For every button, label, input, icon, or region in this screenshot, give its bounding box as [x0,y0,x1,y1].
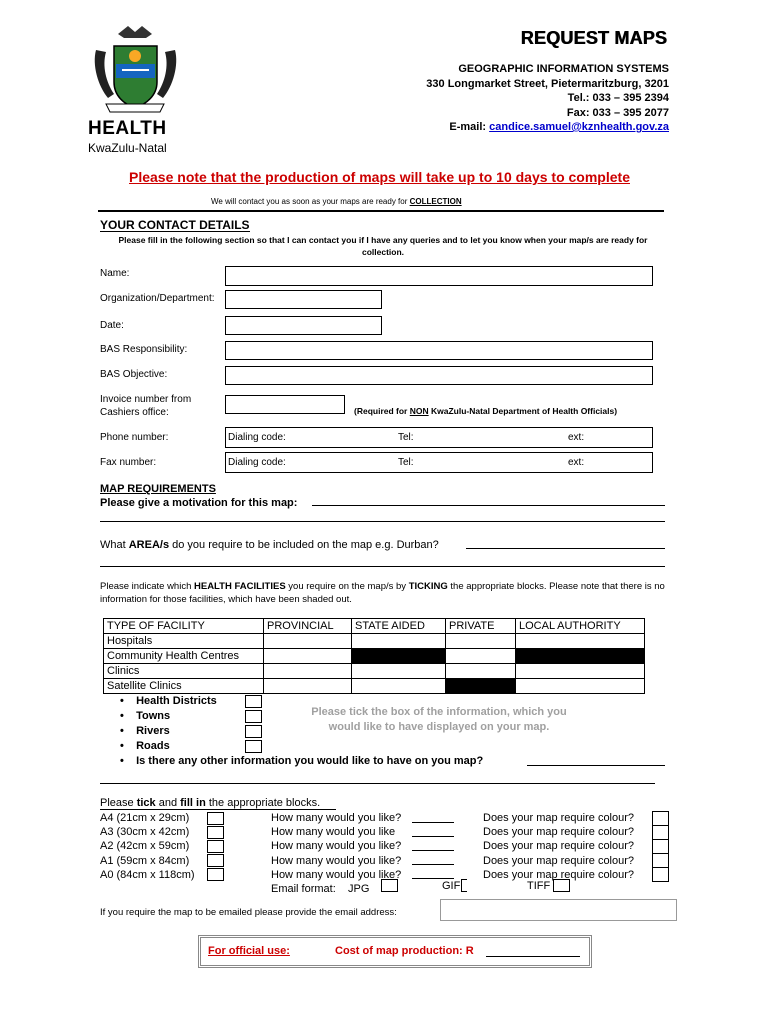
divider [98,210,664,212]
logo-health-word: HEALTH [88,118,167,139]
fax-ext-label: ext: [568,457,585,468]
size-item: A2 (42cm x 59cm) [100,840,190,853]
checkbox-rivers[interactable] [245,725,262,738]
quantity-label: How many would you like? [271,854,402,867]
phone-tel-label: Tel: [398,432,414,443]
list-item: • Health Districts [120,695,217,707]
email-format-row: Email format: JPG [271,883,370,896]
checkbox-a2[interactable] [207,840,224,853]
org-field[interactable] [225,290,382,309]
row-label: Clinics [104,664,264,679]
table-row [104,649,645,664]
size-list [100,811,195,882]
phone-dialing-label: Dialing code: [228,432,286,443]
tick-cell[interactable] [446,649,516,664]
fax-tel-label: Tel: [398,457,414,468]
checkbox-gif[interactable] [461,879,467,892]
colour-label: Does your map require colour? [483,812,635,824]
contact-heading: YOUR CONTACT DETAILS [100,218,250,232]
motivation-line-2[interactable] [100,521,665,522]
colour-label: Does your map require colour? [483,826,635,839]
contact-heading-rule [100,231,250,232]
colour-label: Does your map require colour? [483,854,635,867]
quantity-line-a2[interactable] [412,850,454,851]
table-header-row [104,619,645,634]
fax-field[interactable] [225,452,653,473]
quantity-label: How many would you like? [271,812,402,824]
shaded-cell [446,679,516,694]
facilities-instructions: Please indicate which HEALTH FACILITIES you require on the map/s by TICKING the appropriate blocks. Please note that there is no information for those facilities, which have been shaded out. [100,581,665,605]
email-link[interactable]: candice.samuel@kznhealth.gov.za [489,121,669,133]
tick-cell[interactable] [264,664,352,679]
production-notice: Please note that the production of maps will take up to 10 days to complete [129,169,630,185]
quantity-line-a3[interactable] [412,836,454,837]
colour-list [483,811,634,882]
invoice-label: Invoice number from Cashiers office: [100,394,192,418]
list-item: • Rivers [120,725,170,737]
checkbox-colour-a3[interactable] [652,825,669,840]
tick-cell[interactable] [352,664,446,679]
quantity-label: How many would you like? [271,840,402,853]
bas-resp-label: BAS Responsibility: [100,344,188,355]
tel-line: Tel.: 033 – 395 2394 [567,92,669,104]
checkbox-colour-a2[interactable] [652,839,669,854]
name-field[interactable] [225,266,653,286]
name-label: Name: [100,268,130,279]
tick-cell[interactable] [264,649,352,664]
tick-cell[interactable] [264,679,352,694]
bas-obj-field[interactable] [225,366,653,385]
sizes-intro: Please tick and fill in the appropriate blocks. [100,797,321,809]
email-address-field[interactable] [440,899,677,921]
size-item: A1 (59cm x 84cm) [100,854,190,867]
shaded-cell [352,649,446,664]
quantity-line-a0[interactable] [412,878,454,879]
size-item: A0 (84cm x 118cm) [100,868,195,881]
header-private: PRIVATE [446,619,516,634]
date-label: Date: [100,320,124,331]
size-item: A4 (21cm x 29cm) [100,812,190,824]
fax-line: Fax: 033 – 395 2077 [566,106,669,119]
row-label: Hospitals [104,634,264,649]
cost-label: Cost of map production: R [335,945,474,957]
table-row [104,634,645,649]
tick-cell[interactable] [264,634,352,649]
list-item: • Is there any other information you would like to have on you map? [120,755,484,767]
size-item: A3 (30cm x 42cm) [100,826,190,839]
invoice-field[interactable] [225,395,345,414]
quantity-line-a1[interactable] [412,864,454,865]
org-label: Organization/Department: [100,293,215,304]
header-provincial: PROVINCIAL [264,619,352,634]
fax-label: Fax number: [100,457,157,468]
other-info-line-2[interactable] [100,783,655,784]
area-label: What AREA/s do you require to be included on the map e.g. Durban? [100,539,439,551]
quantity-label: How many would you like [271,826,396,839]
logo [88,20,183,155]
quantity-line-a4[interactable] [412,822,454,823]
row-label: Community Health Centres [104,649,264,664]
motivation-line-1[interactable] [312,505,665,506]
checkbox-roads[interactable] [245,740,262,753]
area-rule [100,566,665,567]
phone-ext-label: ext: [568,432,585,443]
cost-line[interactable] [486,956,580,957]
date-field[interactable] [225,316,382,335]
invoice-note: (Required for NON KwaZulu-Natal Department of Health Officials) [354,406,618,416]
fax-dialing-label: Dialing code: [228,457,286,468]
tiff-label: TIFF [527,880,551,892]
phone-label: Phone number: [100,432,169,443]
checkbox-a4[interactable] [207,812,224,825]
checkbox-a3[interactable] [207,826,224,839]
checkbox-towns[interactable] [245,710,262,723]
motivation-label: Please give a motivation for this map: [100,497,298,509]
coat-of-arms-icon [88,20,183,115]
quantity-label: How many would you like? [271,868,402,881]
checkbox-jpg[interactable] [381,879,398,892]
gif-label: GIF [442,880,461,892]
bas-obj-label: BAS Objective: [100,369,168,380]
tick-cell[interactable] [516,634,645,649]
area-line[interactable] [466,548,665,549]
collection-notice: We will contact you as soon as your maps are ready for COLLECTION [211,197,462,206]
colour-label: Does your map require colour? [483,840,635,853]
email-line: E-mail: candice.samuel@kznhealth.gov.za [449,121,669,133]
shaded-cell [516,649,645,664]
checkbox-colour-a1[interactable] [652,853,669,868]
facility-table [103,618,645,694]
email-address-label: If you require the map to be emailed please provide the email address: [100,907,397,918]
header-type: TYPE OF FACILITY [104,619,264,634]
tick-cell[interactable] [446,634,516,649]
table-row [104,664,645,679]
checkbox-colour-a4[interactable] [652,811,669,826]
list-item: • Towns [120,710,171,722]
map-req-heading: MAP REQUIREMENTS [100,483,216,495]
table-row [104,679,645,694]
contact-instructions: Please fill in the following section so that I can contact you if I have any queries and to let you know when your map/s are ready for collection. [118,235,648,257]
logo-province: KwaZulu-Natal [88,141,167,155]
official-use-label: For official use: [208,945,290,957]
address-line: 330 Longmarket Street, Pietermaritzburg, 3201 [426,77,669,90]
checkbox-a0[interactable] [207,868,224,881]
colour-label: Does your map require colour? [483,868,635,881]
sizes-intro-rule [100,809,336,810]
header-local-authority: LOCAL AUTHORITY [516,619,645,634]
list-item: • Roads [120,740,170,752]
bas-resp-field[interactable] [225,341,653,360]
page-title: REQUEST MAPS [520,28,667,48]
checkbox-colour-a0[interactable] [652,867,669,882]
phone-field[interactable] [225,427,653,448]
tick-cell[interactable] [352,634,446,649]
tick-cell[interactable] [516,679,645,694]
checkbox-a1[interactable] [207,854,224,867]
tick-cell[interactable] [516,664,645,679]
checkbox-health-districts[interactable] [245,695,262,708]
other-info-line[interactable] [527,765,665,766]
address-block [426,62,669,135]
row-label: Satellite Clinics [104,679,264,694]
tick-cell[interactable] [446,664,516,679]
org-line: GEOGRAPHIC INFORMATION SYSTEMS [458,63,669,75]
tick-cell[interactable] [352,679,446,694]
tick-hint: Please tick the box of the information, which you would like to have displayed on your map. [311,706,567,733]
header-state-aided: STATE AIDED [352,619,446,634]
